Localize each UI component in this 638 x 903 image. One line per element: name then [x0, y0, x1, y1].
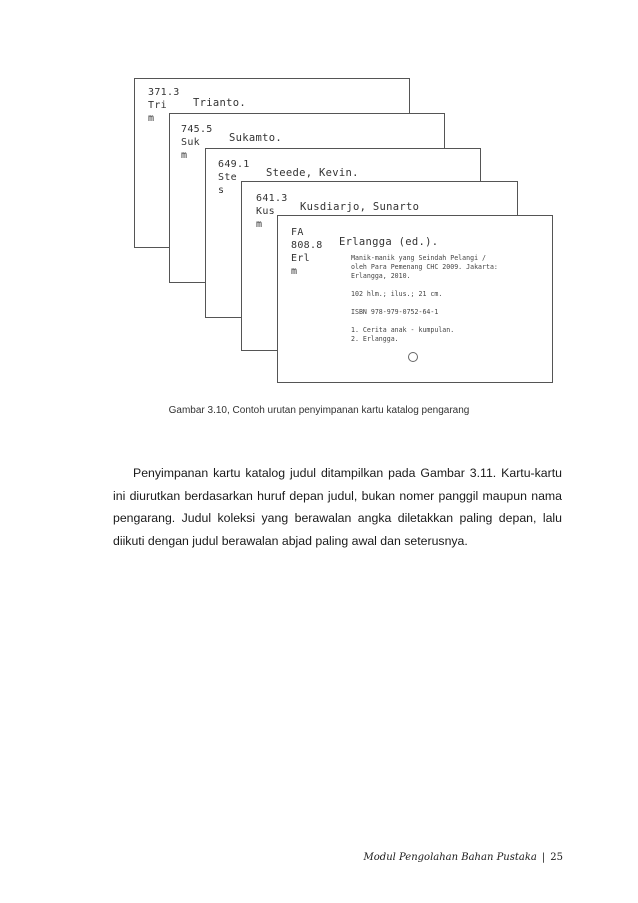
body-paragraph-text: Penyimpanan kartu katalog judul ditampilkan pada Gambar 3.11. Kartu-kartu ini diurutkan berdasarkan huruf depan judul, bukan nomer panggil maupun nama pengarang. Judul koleksi yang berawalan angka diletakkan paling depan, lalu diikuti dengan judul berawalan abjad paling awal dan seterusnya. [113, 466, 562, 549]
catalog-card-5 [277, 215, 553, 383]
desc-line: 102 hlm.; ilus.; 21 cm. [351, 290, 443, 298]
desc-line: oleh Para Pemenang CHC 2009. Jakarta: [351, 263, 498, 271]
card-call-number: 649.1 Ste s [218, 159, 250, 196]
desc-line [351, 281, 498, 290]
card-author: Steede, Kevin. [266, 167, 359, 179]
card-description [351, 254, 498, 344]
footer-separator: | [541, 852, 546, 863]
page-number: 25 [550, 852, 563, 863]
module-title: Modul Pengolahan Bahan Pustaka [363, 852, 537, 863]
card-call-number: 745.5 Suk m [181, 124, 213, 161]
desc-line: Erlangga, 2010. [351, 272, 411, 280]
card-call-number: 641.3 Kus m [256, 193, 288, 230]
desc-line: ISBN 978-979-0752-64-1 [351, 308, 439, 316]
desc-line: 2. Erlangga. [351, 335, 399, 343]
card-call-number: 371.3 Tri m [148, 87, 180, 124]
figure-caption: Gambar 3.10, Contoh urutan penyimpanan kartu katalog pengarang [168, 405, 470, 416]
card-author: Sukamto. [229, 132, 282, 144]
card-author: Erlangga (ed.). [339, 236, 439, 248]
desc-line: 1. Cerita anak - kumpulan. [351, 326, 455, 334]
card-author: Kusdiarjo, Sunarto [300, 201, 420, 213]
card-punch-hole-icon [408, 352, 418, 362]
desc-line [351, 317, 498, 326]
body-paragraph [113, 462, 562, 553]
desc-line [351, 299, 498, 308]
page-footer [364, 852, 563, 863]
card-author: Trianto. [193, 97, 246, 109]
desc-line: Manik-manik yang Seindah Pelangi / [351, 254, 486, 262]
card-call-number: FA 808.8 Erl m [291, 227, 323, 277]
